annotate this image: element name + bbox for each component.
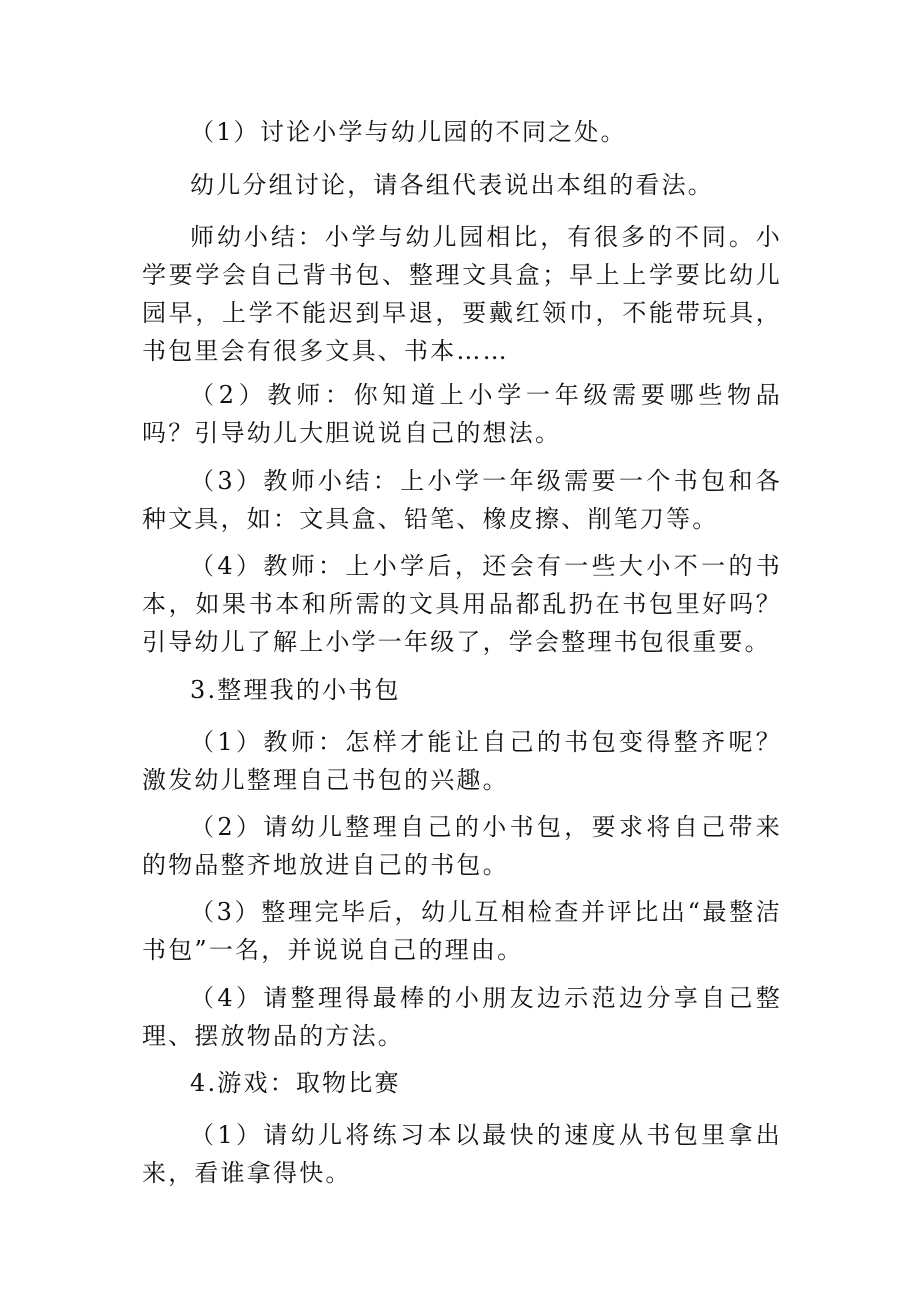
paragraph-teacher-summary: 师幼小结：小学与幼儿园相比，有很多的不同。小学要学会自己背书包、整理文具盒；早上上学要比幼儿园早，上学不能迟到早退，要戴红领巾，不能带玩具，书包里会有很多文具、书本…… bbox=[142, 223, 782, 365]
paragraph-group-discussion: 幼儿分组讨论，请各组代表说出本组的看法。 bbox=[190, 171, 714, 199]
section-heading-game: 4.游戏：取物比赛 bbox=[190, 1069, 401, 1097]
paragraph-fetch-workbook: （1）请幼儿将练习本以最快的速度从书包里拿出来，看谁拿得快。 bbox=[142, 1121, 782, 1187]
paragraph-needed-items-summary: （3）教师小结：上小学一年级需要一个书包和各种文具，如：文具盒、铅笔、橡皮擦、削笔刀等。 bbox=[142, 467, 782, 533]
paragraph-share-method: （4）请整理得最棒的小朋友边示范边分享自己整理、摆放物品的方法。 bbox=[142, 984, 782, 1050]
section-heading-organize-bag: 3.整理我的小书包 bbox=[190, 676, 401, 704]
paragraph-discuss-differences: （1）讨论小学与幼儿园的不同之处。 bbox=[190, 118, 627, 146]
paragraph-motivate-tidy: （1）教师：怎样才能让自己的书包变得整齐呢？激发幼儿整理自己书包的兴趣。 bbox=[142, 728, 782, 794]
paragraph-organize-importance: （4）教师：上小学后，还会有一些大小不一的书本，如果书本和所需的文具用品都乱扔在书包里好吗？引导幼儿了解上小学一年级了，学会整理书包很重要。 bbox=[142, 552, 782, 656]
paragraph-children-organize: （2）请幼儿整理自己的小书包，要求将自己带来的物品整齐地放进自己的书包。 bbox=[142, 813, 782, 879]
paragraph-check-and-evaluate: （3）整理完毕后，幼儿互相检查并评比出“最整洁书包”一名，并说说自己的理由。 bbox=[142, 898, 782, 964]
paragraph-needed-items-question: （2）教师：你知道上小学一年级需要哪些物品吗？引导幼儿大胆说说自己的想法。 bbox=[142, 381, 782, 447]
